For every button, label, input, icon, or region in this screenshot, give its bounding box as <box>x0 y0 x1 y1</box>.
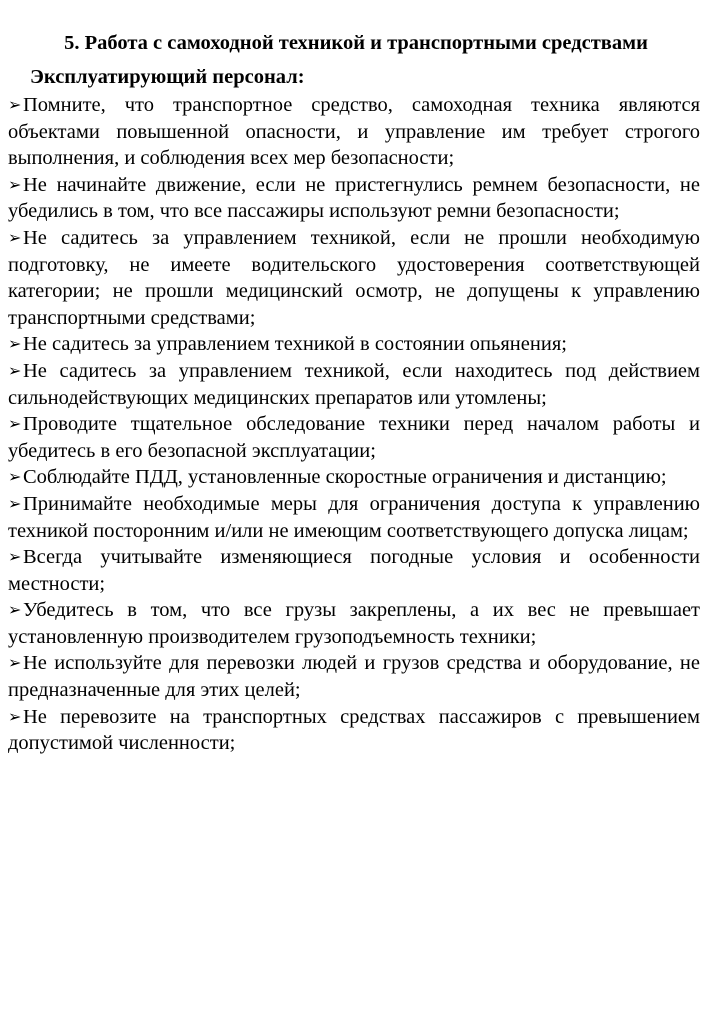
list-item <box>8 650 700 703</box>
arrowhead-bullet-icon: ➢ <box>8 706 22 726</box>
list-item <box>8 358 700 411</box>
arrowhead-bullet-icon: ➢ <box>8 334 22 354</box>
list-item-text: Не используйте для перевозки людей и грузов средства и оборудование, не предназначенные для этих целей; <box>8 652 700 702</box>
arrowhead-bullet-icon: ➢ <box>8 653 22 673</box>
list-item <box>8 704 700 757</box>
arrowhead-bullet-icon: ➢ <box>8 227 22 247</box>
arrowhead-bullet-icon: ➢ <box>8 95 22 114</box>
list-item-text: Принимайте необходимые меры для ограничения доступа к управлению техникой посторонним и/или не имеющим соответствующего допуска лицам; <box>8 492 700 542</box>
list-item <box>8 544 700 597</box>
arrowhead-bullet-icon: ➢ <box>8 414 22 434</box>
list-item-text: Не садитесь за управлением техникой, если не прошли необходимую подготовку, не имеете водительского удостоверения соответствующей категории; не прошли медицинский осмотр, не допущены к управлению транспортными средствами; <box>8 226 700 329</box>
safety-rules-list <box>8 92 700 757</box>
list-item <box>8 92 700 172</box>
list-item-text: Соблюдайте ПДД, установленные скоростные ограничения и дистанцию; <box>23 466 667 489</box>
list-item <box>8 172 700 225</box>
section-title: 5. Работа с самоходной техникой и транспортными средствами <box>64 32 648 54</box>
arrowhead-bullet-icon: ➢ <box>8 174 22 194</box>
list-item <box>8 225 700 331</box>
list-item-text: Не перевозите на транспортных средствах пассажиров с превышением допустимой численности; <box>8 705 700 755</box>
arrowhead-bullet-icon: ➢ <box>8 467 22 487</box>
list-item-text: Не садитесь за управлением техникой, если находитесь под действием сильнодействующих медицинских препаратов или утомлены; <box>8 359 700 409</box>
list-item <box>8 597 700 650</box>
list-item-text: Не садитесь за управлением техникой в состоянии опьянения; <box>23 333 567 356</box>
arrowhead-bullet-icon: ➢ <box>8 547 22 567</box>
list-item-text: Помните, что транспортное средство, самоходная техника являются объектами повышенной опасности, и управление им требует строгого выполнения, и соблюдения всех мер безопасности; <box>8 94 700 170</box>
list-item <box>8 411 700 464</box>
list-item-text: Не начинайте движение, если не пристегнулись ремнем безопасности, не убедились в том, что все пассажиры используют ремни безопасности; <box>8 173 700 223</box>
arrowhead-bullet-icon: ➢ <box>8 360 22 380</box>
list-item <box>8 491 700 544</box>
arrowhead-bullet-icon: ➢ <box>8 600 22 620</box>
section-subtitle: Эксплуатирующий персонал: <box>30 66 305 88</box>
list-item-text: Всегда учитывайте изменяющиеся погодные условия и особенности местности; <box>8 546 700 595</box>
list-item <box>8 464 700 491</box>
list-item-text: Проводите тщательное обследование техники перед началом работы и убедитесь в его безопасной эксплуатации; <box>8 413 700 462</box>
arrowhead-bullet-icon: ➢ <box>8 493 22 513</box>
list-item <box>8 331 700 358</box>
list-item-text: Убедитесь в том, что все грузы закреплены, а их вес не превышает установленную производителем грузоподъемность техники; <box>8 599 700 648</box>
